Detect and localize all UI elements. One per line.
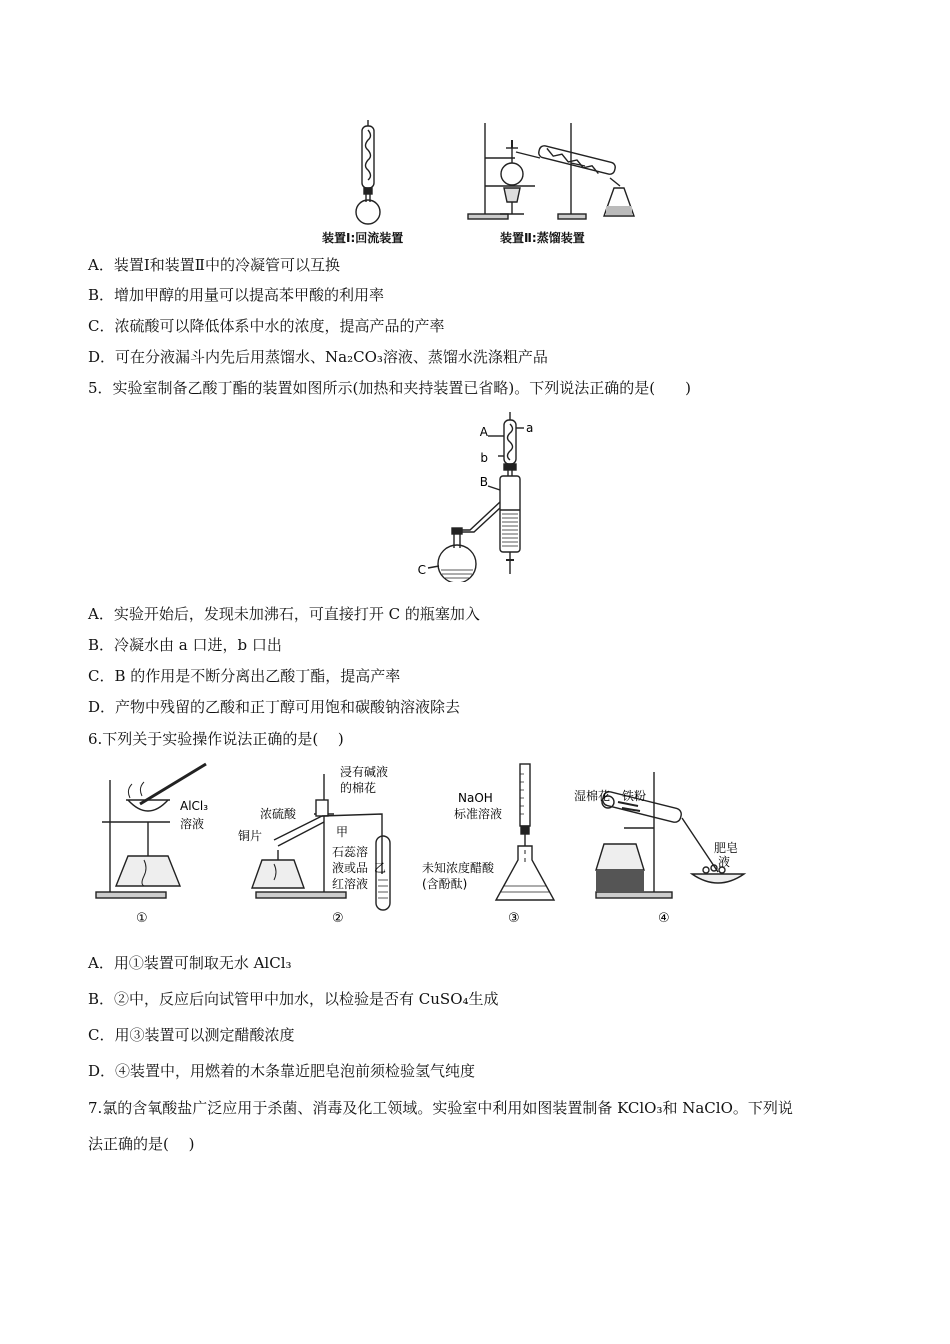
q5-option-b: B．冷凝水由 a 口进，b 口出 — [88, 636, 282, 654]
distillation-apparatus — [468, 123, 634, 219]
q5-option-c: C．B 的作用是不断分离出乙酸丁酯，提高产率 — [88, 667, 401, 685]
q7-stem-line1: 7.氯的含氧酸盐广泛应用于杀菌、消毒及化工领域。实验室中利用如图装置制备 KClO₃和 NaClO。下列说 — [88, 1099, 793, 1117]
fig1-label-solution: 溶液 — [180, 817, 205, 831]
fig2-label-2: 的棉花 — [340, 781, 377, 795]
apparatus-3 — [496, 764, 554, 900]
fig3-label-naoh: NaOH — [458, 791, 493, 805]
caption-device-2: 装置Ⅱ:蒸馏装置 — [500, 231, 585, 245]
q6-option-d: D．④装置中，用燃着的木条靠近肥皂泡前须检验氢气纯度 — [88, 1062, 476, 1080]
q4-option-c: C．浓硫酸可以降低体系中水的浓度，提高产品的产率 — [88, 317, 445, 335]
q6-stem: 6.下列关于实验操作说法正确的是( ) — [88, 730, 344, 748]
fig2-label-5: 甲 — [336, 825, 349, 839]
fig3-label-standard: 标准溶液 — [454, 807, 503, 821]
fig4-label-soap: 肥皂 — [714, 841, 739, 855]
fig4-label-liquid: 液 — [718, 855, 731, 869]
q4-option-b: B．增加甲醇的用量可以提高苯甲酸的利用率 — [88, 286, 385, 304]
fig2-label-4: 铜片 — [238, 829, 263, 843]
label-a: a — [526, 421, 534, 435]
label-C: C — [417, 563, 426, 577]
label-B: B — [479, 475, 488, 489]
q5-stem: 5．实验室制备乙酸丁酯的装置如图所示(加热和夹持装置已省略)。下列说法正确的是( ) — [88, 379, 691, 397]
q6-option-a: A．用①装置可制取无水 AlCl₃ — [88, 954, 292, 972]
fig2-label-3: 浓硫酸 — [260, 807, 297, 821]
q5-option-d: D．产物中残留的乙酸和正丁醇可用饱和碳酸钠溶液除去 — [88, 698, 461, 716]
label-b: b — [480, 451, 488, 465]
fig4-label-cotton: 湿棉花 — [574, 789, 611, 803]
fig2-label-8: 红溶液 — [332, 877, 369, 891]
fig2-number: ② — [332, 911, 344, 926]
q5-option-a: A．实验开始后，发现未加沸石，可直接打开 C 的瓶塞加入 — [88, 605, 480, 623]
q6-option-c: C．用③装置可以测定醋酸浓度 — [88, 1026, 295, 1044]
label-A: A — [479, 425, 488, 439]
q4-option-d: D．可在分液漏斗内先后用蒸馏水、Na₂CO₃溶液、蒸馏水洗涤粗产品 — [88, 348, 548, 366]
apparatus-1 — [96, 764, 209, 898]
q6-option-b: B．②中，反应后向试管甲中加水，以检验是否有 CuSO₄生成 — [88, 990, 499, 1008]
fig2-label-6: 石蕊溶 — [332, 845, 369, 859]
fig3-number: ③ — [508, 911, 520, 926]
q7-stem-line2: 法正确的是( ) — [88, 1135, 195, 1153]
fig1-number: ① — [136, 911, 148, 926]
butyl-acetate-apparatus-figure — [408, 410, 558, 582]
fig4-label-iron: 铁粉 — [622, 789, 647, 803]
fig3-label-phenolphthalein: (含酚酞) — [422, 877, 468, 891]
reflux-distillation-figure — [340, 118, 640, 228]
q6-apparatus-figure — [88, 760, 768, 930]
reflux-apparatus — [356, 120, 380, 224]
q4-option-a: A．装置Ⅰ和装置Ⅱ中的冷凝管可以互换 — [88, 256, 340, 274]
fig2-label-9: 乙 — [374, 861, 387, 875]
fig1-label-alcl3: AlCl₃ — [180, 799, 209, 813]
fig3-label-acetic: 未知浓度醋酸 — [422, 861, 495, 875]
apparatus-4 — [596, 772, 744, 898]
fig4-number: ④ — [658, 911, 670, 926]
fig2-label-7: 液或品 — [332, 861, 369, 875]
fig2-label-1: 浸有碱液 — [340, 765, 389, 779]
caption-device-1: 装置Ⅰ:回流装置 — [322, 231, 404, 245]
